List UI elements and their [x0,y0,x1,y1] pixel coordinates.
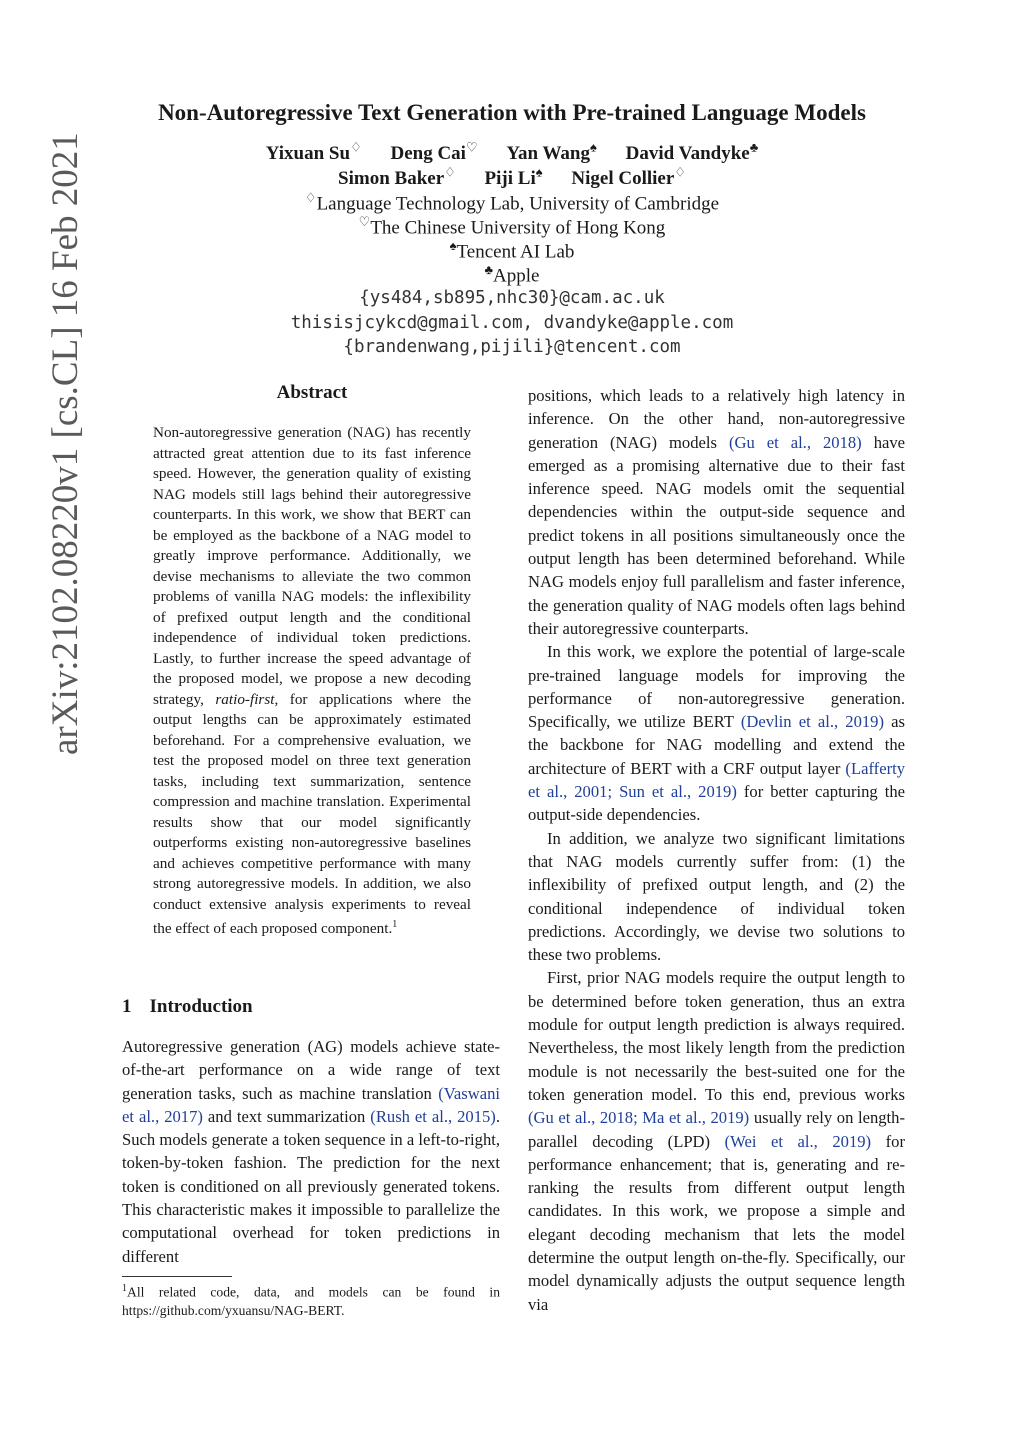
author: Piji Li♠ [484,165,543,190]
footnote: $^1$All related code, data, and models can be found in https://github.com/yxuansu/NAG-BERT. [122,1283,500,1318]
author: Yan Wang♠ [506,140,597,165]
section-heading-introduction: 1 Introduction [122,996,253,1017]
citation-link[interactable]: (Rush et al., 2015) [370,1106,496,1126]
author: David Vandyke♣ [625,140,759,165]
footnote-divider [122,1276,232,1277]
citation-link[interactable]: (Gu et al., 2018; Ma et al., 2019) [528,1108,750,1128]
paragraph: In this work, we explore the potential of large-scale pre-trained language models for improving the performance of non-autoregressive generation. Specifically, we utilize BERT (Devlin et al., 2019) as the backbone for NAG modelling and extend the architecture of BERT with a CRF output layer (Lafferty et al., 2001; Sun et al., 2019) for better capturing the output-side dependencies. [528,642,905,825]
author: Yixuan Su♢ [265,140,362,165]
affiliation: ♢Language Technology Lab, University of Cambridge [304,190,720,215]
citation-link[interactable]: (Gu et al., 2018) [728,432,862,452]
right-column [528,384,905,1316]
paper-title: Non-Autoregressive Text Generation with Pre-trained Language Models [158,100,866,125]
paragraph: positions, which leads to a relatively high latency in inference. On the other hand, non-autoregressive generation (NAG) models (Gu et al., 2018) have emerged as a promising alternative due to their fast inference speed. NAG models omit the sequential dependencies within the output-side sequence and predict tokens in all positions simultaneously once the output length has been determined beforehand. While NAG models enjoy full parallelism and faster inference, the generation quality of NAG models often lags behind their autoregressive counterparts. [528,386,906,638]
paragraph: First, prior NAG models require the output length to be determined before token generation, thus an extra module for output length prediction is always required. Nevertheless, the most likely length from the prediction module is not necessarily the best-suited one for the token generation model. To this end, previous works (Gu et al., 2018; Ma et al., 2019) usually rely on length-parallel decoding (LPD) (Wei et al., 2019) for performance enhancement; that is, generating and re-ranking the results from different output length candidates. In this work, we propose a simple and elegant decoding mechanism that lets the model determine the output length on-the-fly. Specifically, our model dynamically adjusts the output sequence length via [528,968,906,1314]
abstract-heading: Abstract [276,382,348,403]
email-line: {brandenwang,pijili}@tencent.com [343,337,681,357]
affiliation: ♠Tencent AI Lab [449,238,575,263]
email-line: thisisjcykcd@gmail.com, dvandyke@apple.com [290,313,734,333]
affiliation: ♣Apple [484,262,540,287]
paragraph: In addition, we analyze two significant limitations that NAG models currently suffer from: (1) the inflexibility of prefixed output length, and (2) the conditional independence of individual token predictions. Accordingly, we devise two solutions to these two problems. [528,828,905,965]
abstract-body: Non-autoregressive generation (NAG) has recently attracted great attention due to its fast inference speed. However, the generation quality of existing NAG models still lags behind their autoregressive counterparts. In this work, we show that BERT can be employed as the backbone of a NAG model to greatly improve performance. Additionally, we devise mechanisms to alleviate the two common problems of vanilla NAG models: the inflexibility of prefixed output length and the conditional independence of individual token predictions. Lastly, to further increase the speed advantage of the proposed model, we propose a new decoding strategy, ratio-first, for applications where the output lengths can be approximately estimated beforehand. For a comprehensive evaluation, we test the proposed model on three text generation tasks, including text summarization, sentence compression and machine translation. Experimental results show that our model significantly outperforms existing non-autoregressive baselines and achieves competitive performance with many strong autoregressive models. In addition, we also conduct extensive analysis experiments to reveal the effect of each proposed component.$^1$ [153,424,471,938]
email-line: {ys484,sb895,nhc30}@cam.ac.uk [359,288,665,308]
arxiv-stamp: arXiv:2102.08220v1 [cs.CL] 16 Feb 2021 [45,132,86,755]
footnote-mark: 1 [392,919,398,930]
author: Deng Cai♡ [390,140,478,165]
introduction-paragraph: Autoregressive generation (AG) models achieve state-of-the-art performance on a wide range of text generation tasks, such as machine translation (Vaswani et al., 2017) and text summarization (Rush et al., 2015). Such models generate a token sequence in a left-to-right, token-by-token fashion. The prediction for the next token is conditioned on all previously generated tokens. This characteristic makes it impossible to parallelize the computational overhead for token predictions in different [122,1037,500,1266]
author: Simon Baker♢ [338,165,456,190]
citation-link[interactable]: (Lafferty et al., 2001; Sun et al., 2019) [528,758,905,802]
citation-link[interactable]: (Wei et al., 2019) [724,1131,872,1151]
citation-link[interactable]: (Vaswani et al., 2017) [122,1083,500,1126]
citation-link[interactable]: (Devlin et al., 2019) [740,712,884,732]
authors-line-1 [0,140,1024,165]
author: Nigel Collier♢ [571,165,686,190]
affiliation: ♡The Chinese University of Hong Kong [358,214,666,239]
authors-line-2 [0,165,1024,190]
